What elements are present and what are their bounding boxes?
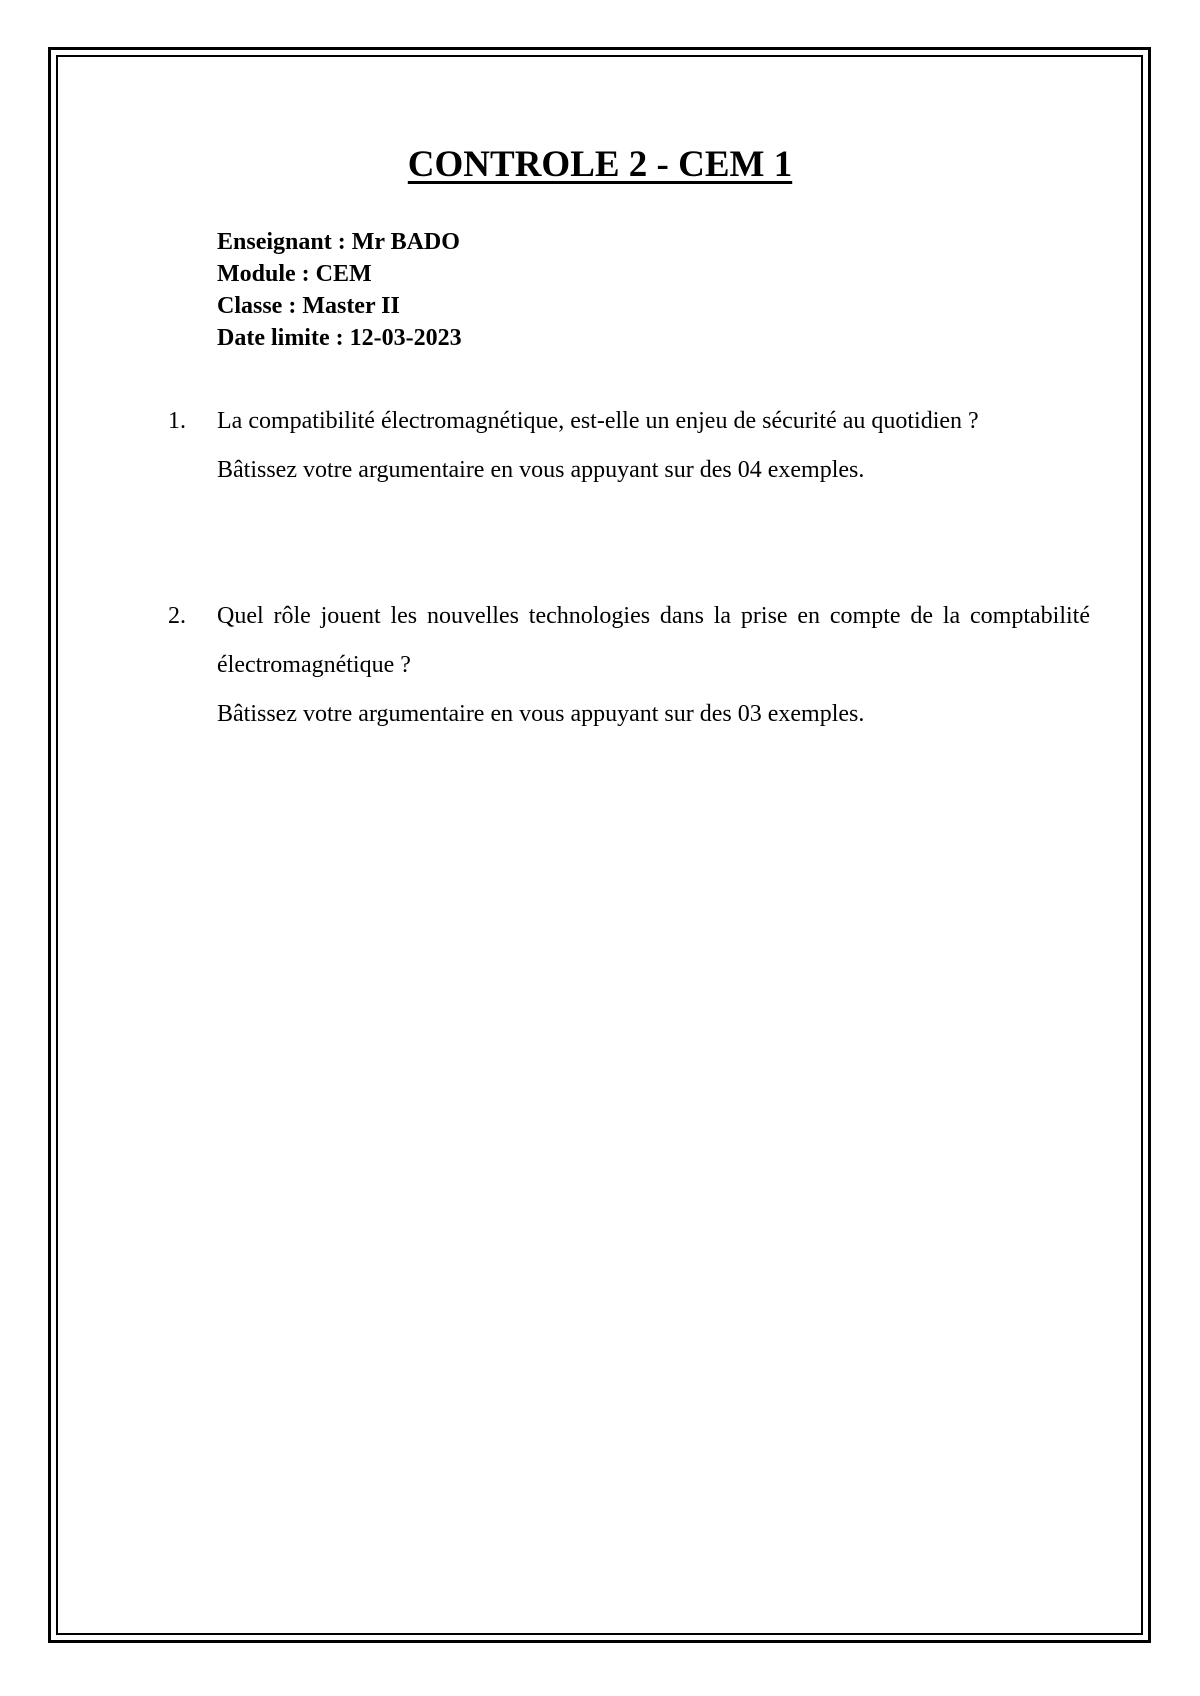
exam-info [217, 226, 462, 354]
document-title: CONTROLE 2 - CEM 1 [407, 144, 793, 185]
question-number: 1. [168, 408, 186, 434]
class-line: Classe : Master II [217, 293, 400, 319]
question-instruction: Bâtissez votre argumentaire en vous appuyant sur des 04 exemples. [217, 457, 865, 483]
question-text: La compatibilité électromagnétique, est-elle un enjeu de sécurité au quotidien ? [217, 408, 979, 434]
deadline-line: Date limite : 12-03-2023 [217, 325, 462, 351]
teacher-line: Enseignant : Mr BADO [217, 229, 460, 255]
question-number: 2. [168, 603, 186, 629]
module-line: Module : CEM [217, 261, 372, 287]
question-2 [168, 592, 1090, 739]
question-text: Quel rôle jouent les nouvelles technologies dans la prise en compte de la comptabilité électromagnétique ? [217, 603, 1090, 678]
question-1 [168, 397, 1090, 495]
question-instruction: Bâtissez votre argumentaire en vous appuyant sur des 03 exemples. [217, 701, 865, 727]
